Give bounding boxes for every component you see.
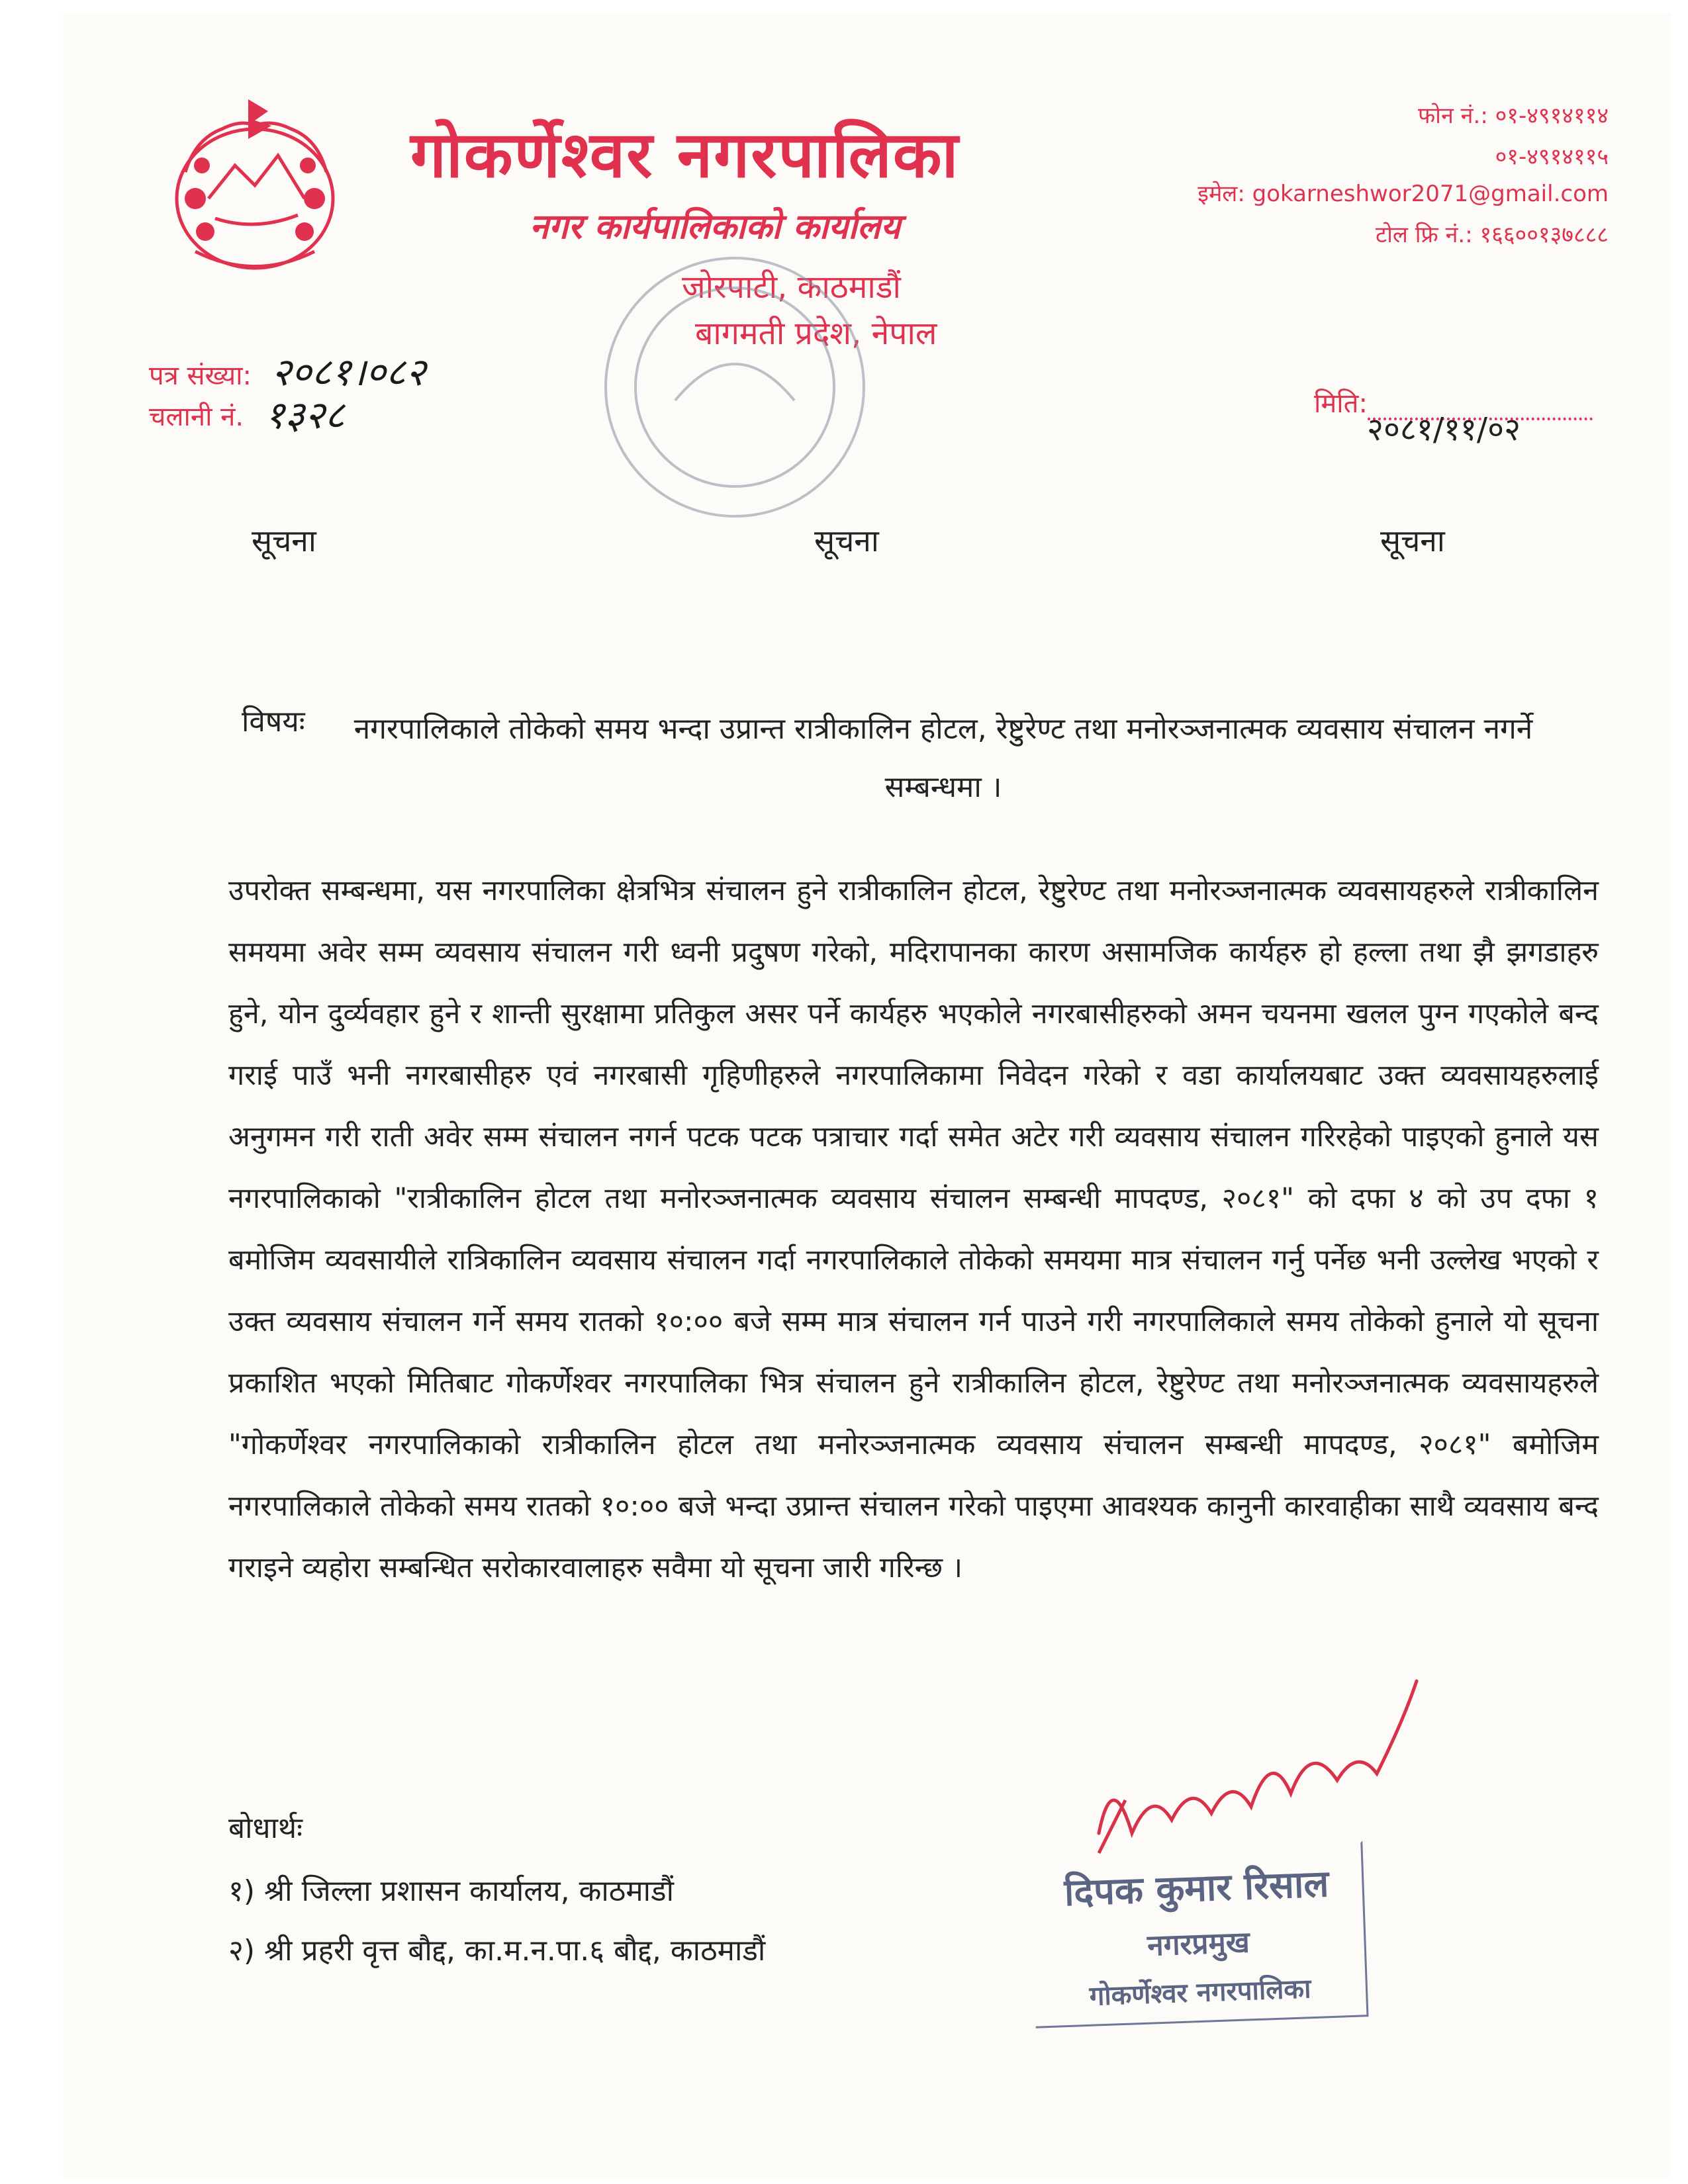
office-seal-icon — [596, 248, 874, 526]
email-label: इमेल: — [1197, 181, 1245, 207]
nepal-emblem-icon — [149, 99, 361, 288]
signatory-name: दिपक कुमार रिसाल — [1063, 1862, 1330, 1915]
address-line-1: जोरपाटी, काठमाडौं — [682, 269, 901, 306]
toll-free: टोल फ्रि नं.: १६६००१३७८८८ — [1375, 222, 1609, 248]
phone-2: ०१-४९१४११५ — [1495, 144, 1609, 170]
phone-1: फोन नं.: ०१-४९१४११४ — [1417, 103, 1609, 129]
signatory-org: गोकर्णेश्वर नगरपालिका — [1088, 1974, 1312, 2012]
notice-heading-left: सूचना — [252, 523, 316, 559]
letter-number-label: पत्र संख्या: — [149, 361, 252, 391]
email-address[interactable]: gokarneshwor2071@gmail.com — [1252, 181, 1609, 207]
email-line — [1197, 177, 1609, 208]
address-line-2: बागमती प्रदेश, नेपाल — [695, 315, 937, 352]
signature-icon — [1072, 1668, 1443, 1866]
cc-title: बोधार्थः — [228, 1811, 303, 1845]
signatory-stamp — [1030, 1841, 1369, 2028]
signatory-title: नगरप्रमुख — [1147, 1925, 1250, 1963]
letter-number-value: २०८१।०८२ — [271, 349, 426, 394]
notice-heading-right: सूचना — [1380, 523, 1445, 559]
notice-heading-center: सूचना — [814, 523, 879, 559]
cc-item: २) श्री प्रहरी वृत्त बौद्द, का.म.न.पा.६ बौद्द, काठमाडौं — [228, 1934, 766, 1968]
cc-item: १) श्री जिल्ला प्रशासन कार्यालय, काठमाडौं — [228, 1874, 674, 1908]
dispatch-number-label: चलानी नं. — [149, 402, 244, 432]
subject-label: विषयः — [242, 705, 305, 739]
notice-body: उपरोक्त सम्बन्धमा, यस नगरपालिका क्षेत्रभित्र संचालन हुने रात्रीकालिन होटल, रेष्टुरेण्ट तथा मनोरञ्जनात्मक व्यवसायहरुले रात्रीकालिन समयमा अवेर सम्म व्यवसाय संचालन गरी ध्वनी प्रदुषण गरेको, मदिरापानका कारण असामजिक कार्यहरु हो हल्ला तथा झै झगडाहरु हुने, योन दुर्व्यवहार हुने र शान्ती सुरक्षामा प्रतिकुल असर पर्ने कार्यहरु भएकोले नगरबासीहरुको अमन चयनमा खलल पुग्न गएकोले बन्द गराई पाउँ भनी नगरबासीहरु एवं नगरबासी गृहिणीहरुले नगरपालिकामा निवेदन गरेको र वडा कार्यालयबाट उक्त व्यवसायहरुलाई अनुगमन गरी राती अवेर सम्म संचालन नगर्न पटक पटक पत्राचार गर्दा समेत अटेर गरी व्यवसाय संचालन गरिरहेको पाइएको हुनाले यस नगरपालिकाको "रात्रीकालिन होटल तथा मनोरञ्जनात्मक व्यवसाय संचालन सम्बन्धी मापदण्ड, २०८१" को दफा ४ को उप दफा १ बमोजिम व्यवसायीले रात्रिकालिन व्यवसाय संचालन गर्दा नगरपालिकाले तोकेको समयमा मात्र संचालन गर्नु पर्नेछ भनी उल्लेख भएको र उक्त व्यवसाय संचालन गर्ने समय रातको १०:०० बजे सम्म मात्र संचालन गर्न पाउने गरी नगरपालिकाले समय तोकेको हुनाले यो सूचना प्रकाशित भएको मितिबाट गोकर्णेश्वर नगरपालिका भित्र संचालन हुने रात्रीकालिन होटल, रेष्टुरेण्ट तथा मनोरञ्जनात्मक व्यवसायहरुले "गोकर्णेश्वर नगरपालिकाको रात्रीकालिन होटल तथा मनोरञ्जनात्मक व्यवसाय संचालन सम्बन्धी मापदण्ड, २०८१" बमोजिम नगरपालिकाले तोकेको समय रातको १०:०० बजे भन्दा उप्रान्त संचालन गरेको पाइएमा आवश्यक कानुनी कारवाहीका साथै व्यवसाय बन्द गराइने व्यहोरा सम्बन्धित सरोकारवालाहरु सवैमा यो सूचना जारी गरिन्छ । — [228, 874, 1599, 1584]
org-name: गोकर्णेश्वर नगरपालिका — [410, 118, 960, 192]
office-name: नगर कार्यपालिकाको कार्यालय — [530, 207, 901, 247]
date-label-text: मिति: — [1314, 388, 1368, 419]
dispatch-number-value: १३२८ — [265, 392, 345, 437]
subject-text: नगरपालिकाले तोकेको समय भन्दा उप्रान्त रात्रीकालिन होटल, रेष्टुरेण्ट तथा मनोरञ्जनात्मक व्यवसाय संचालन नगर्ने सम्बन्धमा । — [353, 712, 1533, 804]
date-value: २०८१/११/०२ — [1367, 411, 1521, 448]
